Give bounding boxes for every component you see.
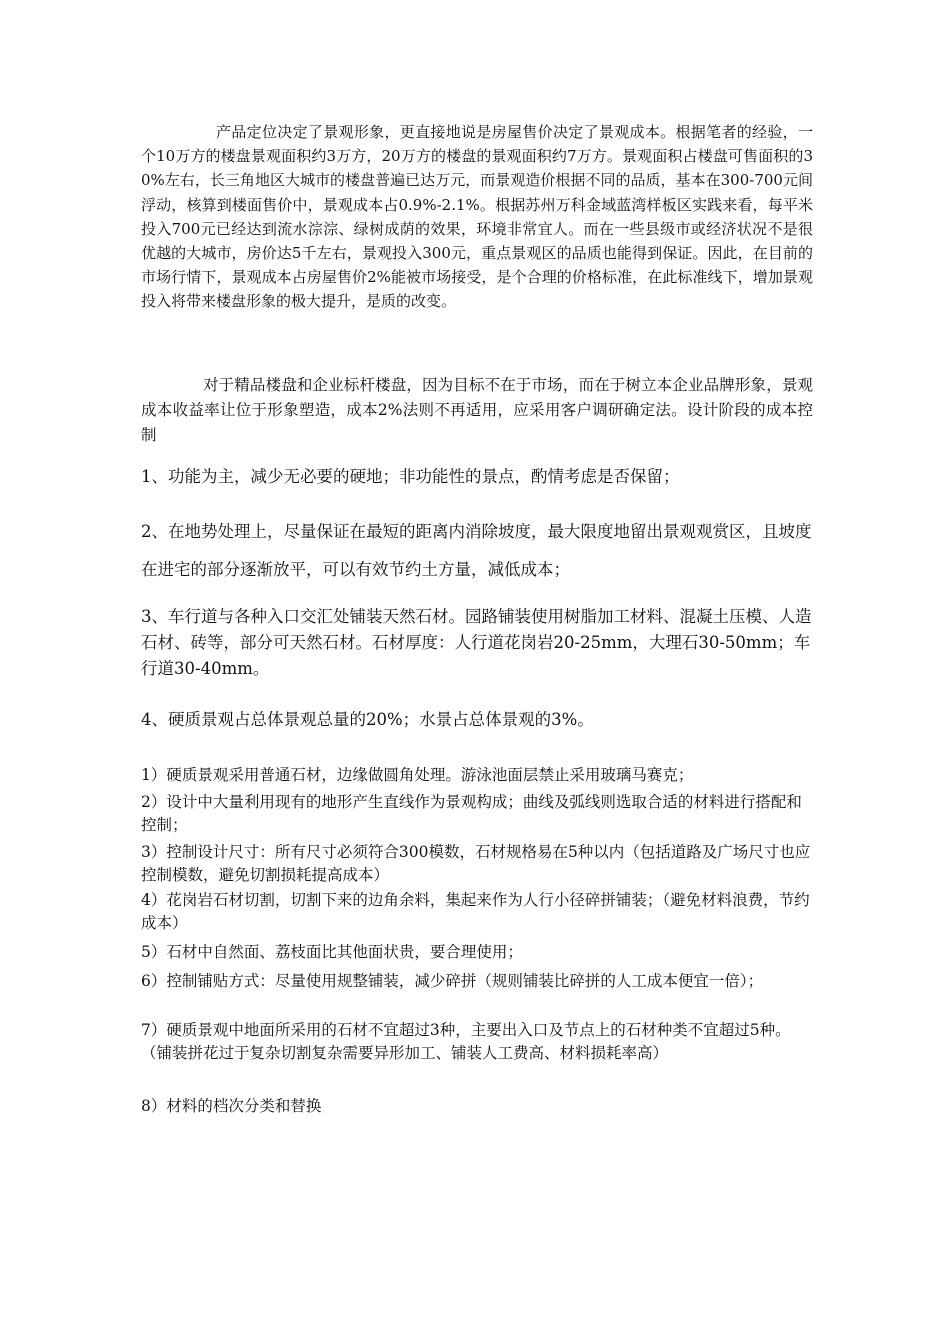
intro-paragraph: 产品定位决定了景观形象，更直接地说是房屋售价决定了景观成本。根据笔者的经验，一个10万方的楼盘景观面积约3万方，20万方的楼盘的景观面积约7万方。景观面积占楼盘可售面积的30%左右，长三角地区大城市的楼盘普遍已达万元，而景观造价根据不同的品质，基本在300-700元间浮动，核算到楼面售价中，景观成本占0.9%-2.1%。根据苏州万科金域蓝湾样板区实践来看，每平米投入700元已经达到流水淙淙、绿树成荫的效果，环境非常宜人。而在一些县级市或经济状况不是很优越的大城市，房价达5千左右，景观投入300元，重点景观区的品质也能得到保证。因此，在目前的市场行情下，景观成本占房屋售价2%能被市场接受，是个合理的价格标准，在此标准线下，增加景观投入将带来楼盘形象的极大提升，是质的改变。 bbox=[141, 123, 813, 311]
sub-item-7: 7）硬质景观中地面所采用的石材不宜超过3种，主要出入口及节点上的石材种类不宜超过5种。（铺装拼花过于复杂切割复杂需要异形加工、铺装人工费高、材料损耗率高） bbox=[141, 1021, 791, 1062]
list-item-4: 4、硬质景观占总体景观总量的20%；水景占总体景观的3%。 bbox=[141, 710, 594, 729]
list-item-3: 3、车行道与各种入口交汇处铺装天然石材。园路铺装使用树脂加工材料、混凝土压模、人造石材、砖等，部分可天然石材。石材厚度：人行道花岗岩20-25mm，大理石30-50mm；车行道30-40mm。 bbox=[141, 607, 812, 678]
sub-item-8: 8）材料的档次分类和替换 bbox=[141, 1097, 322, 1115]
sub-item-5: 5）石材中自然面、荔枝面比其他面状贵，要合理使用； bbox=[141, 943, 523, 961]
list-item-1: 1、功能为主，减少无必要的硬地；非功能性的景点，酌情考虑是否保留； bbox=[141, 467, 680, 486]
second-paragraph: 对于精品楼盘和企业标杆楼盘，因为目标不在于市场，而在于树立本企业品牌形象，景观成本收益率让位于形象塑造，成本2%法则不再适用，应采用客户调研确定法。设计阶段的成本控制 bbox=[141, 376, 813, 444]
sub-item-2: 2）设计中大量利用现有的地形产生直线作为景观构成；曲线及弧线则选取合适的材料进行搭配和控制； bbox=[141, 793, 802, 834]
sub-item-4: 4）花岗岩石材切割，切割下来的边角余料，集起来作为人行小径碎拼铺装；（避免材料浪费，节约成本） bbox=[141, 891, 810, 932]
sub-item-6: 6）控制铺贴方式：尽量使用规整铺装，减少碎拼（规则铺装比碎拼的人工成本便宜一倍）； bbox=[141, 972, 764, 990]
list-item-2: 2、在地势处理上，尽量保证在最短的距离内消除坡度，最大限度地留出景观观赏区，且坡度在进宅的部分逐渐放平，可以有效节约土方量，减低成本； bbox=[141, 522, 812, 579]
sub-item-3: 3）控制设计尺寸：所有尺寸必须符合300模数，石材规格易在5种以内（包括道路及广场尺寸也应控制模数，避免切割损耗提高成本） bbox=[141, 843, 811, 884]
sub-item-1: 1）硬质景观采用普通石材，边缘做圆角处理。游泳池面层禁止采用玻璃马赛克； bbox=[141, 766, 694, 784]
